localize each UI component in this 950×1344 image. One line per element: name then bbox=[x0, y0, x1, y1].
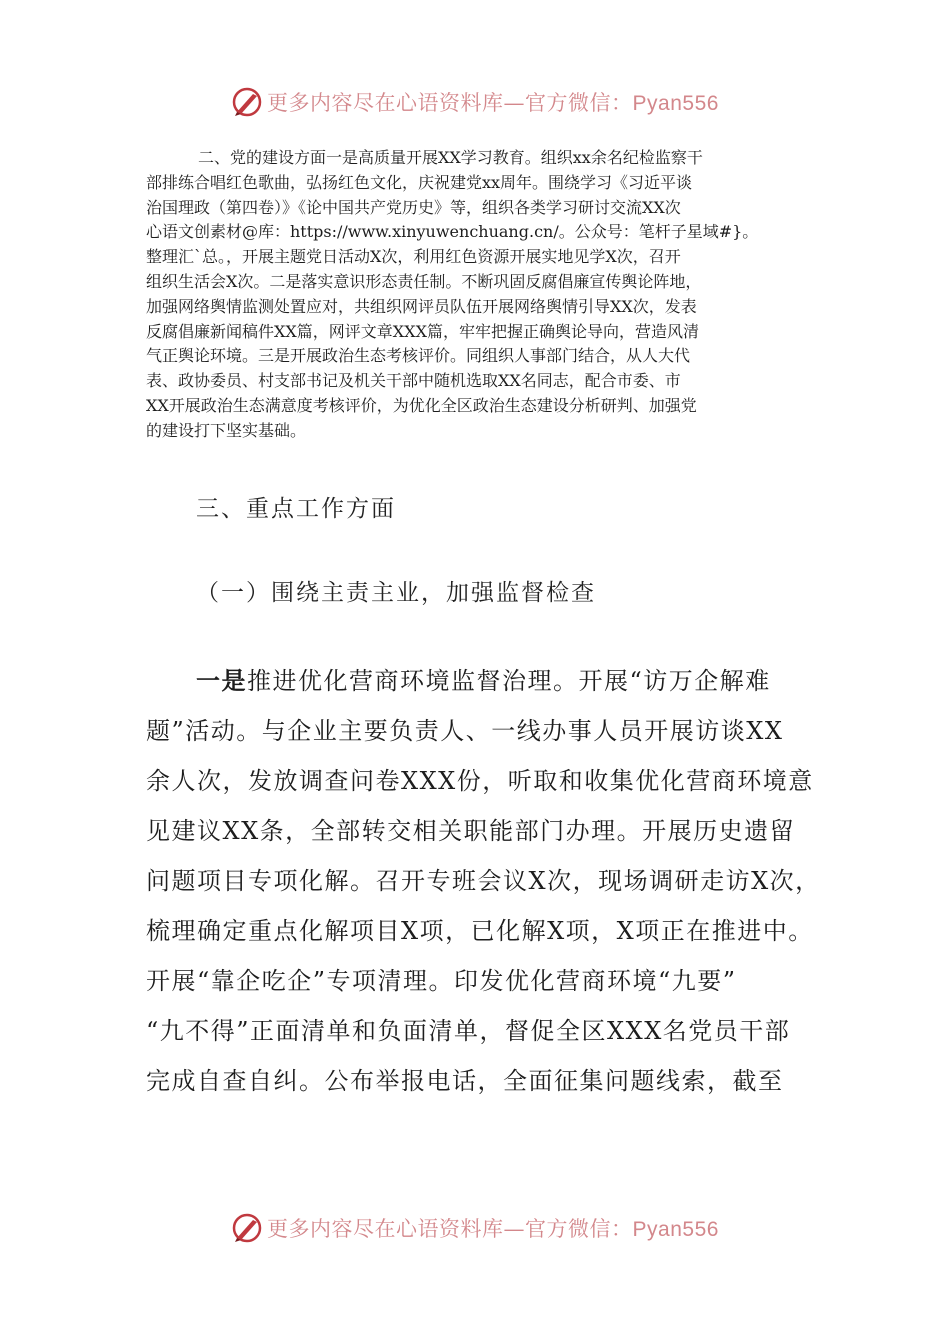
text-line: 开展“靠企吃企”专项清理。印发优化营商环境“九要” bbox=[146, 967, 737, 995]
text-line: XX开展政治生态满意度考核评价，为优化全区政治生态建设分析研判、加强党 bbox=[146, 395, 697, 415]
text-line: “九不得”正面清单和负面清单，督促全区XXX名党员干部 bbox=[146, 1017, 791, 1045]
text-line: 心语文创素材@库：https://www.xinyuwenchuang.cn/。公众号：笔杆子星域#}。 bbox=[146, 222, 759, 242]
footer-banner bbox=[0, 1208, 950, 1248]
text-line: 加强网络舆情监测处置应对，共组织网评员队伍开展网络舆情引导XX次，发表 bbox=[146, 296, 697, 316]
lead-text: 一是 bbox=[196, 666, 247, 695]
text-line: 题”活动。与企业主要负责人、一线办事人员开展访谈XX bbox=[146, 717, 784, 745]
text-line: 治国理政（第四卷）》《论中国共产党历史》等，组织各类学习研讨交流XX次 bbox=[146, 197, 681, 217]
text-line: 整理汇`总。，开展主题党日活动X次，利用红色资源开展实地见学X次，召开 bbox=[146, 247, 681, 267]
wechat-id: Pyan556 bbox=[632, 1218, 719, 1241]
pen-logo-icon bbox=[231, 1212, 263, 1244]
pen-logo-icon bbox=[231, 86, 263, 118]
banner-text: 更多内容尽在心语资料库—官方微信：Pyan556 bbox=[267, 1217, 719, 1241]
text-line: 问题项目专项化解。召开专班会议X次，现场调研走访X次， bbox=[146, 867, 821, 895]
text-line: 气正舆论环境。三是开展政治生态考核评价。同组织人事部门结合，从人大代 bbox=[146, 346, 691, 366]
text-line: 反腐倡廉新闻稿件XX篇，网评文章XXX篇，牢牢把握正确舆论导向，营造风清 bbox=[146, 321, 699, 341]
section-3-paragraph bbox=[146, 656, 826, 1106]
text-line: 部排练合唱红色歌曲，弘扬红色文化，庆祝建党xx周年。围绕学习《习近平谈 bbox=[146, 172, 693, 192]
text-line: 表、政协委员、村支部书记及机关干部中随机选取XX名同志，配合市委、市 bbox=[146, 371, 681, 391]
text-line: 见建议XX条，全部转交相关职能部门办理。开展历史遗留 bbox=[146, 817, 796, 845]
subsection-heading: （一）围绕主责主业，加强监督检查 bbox=[196, 580, 596, 606]
section-2-paragraph bbox=[146, 146, 806, 444]
section-3-heading: 三、重点工作方面 bbox=[196, 496, 396, 522]
text-line-first: 一是推进优化营商环境监督治理。开展“访万企解难 bbox=[196, 666, 771, 695]
wechat-id: Pyan556 bbox=[632, 92, 719, 115]
header-banner bbox=[0, 82, 950, 122]
text-line: 组织生活会X次。二是落实意识形态责任制。不断巩固反腐倡廉宣传舆论阵地， bbox=[146, 271, 702, 291]
text-line: 梳理确定重点化解项目X项，已化解X项，X项正在推进中。 bbox=[146, 917, 814, 945]
banner-text: 更多内容尽在心语资料库—官方微信：Pyan556 bbox=[267, 91, 719, 115]
text-line: 完成自查自纠。公布举报电话，全面征集问题线索，截至 bbox=[146, 1067, 784, 1095]
text-line: 余人次，发放调查问卷XXX份，听取和收集优化营商环境意 bbox=[146, 767, 814, 795]
text-line: 二、党的建设方面一是高质量开展XX学习教育。组织xx余名纪检监察干 bbox=[198, 148, 703, 167]
text-line: 的建设打下坚实基础。 bbox=[146, 420, 307, 440]
